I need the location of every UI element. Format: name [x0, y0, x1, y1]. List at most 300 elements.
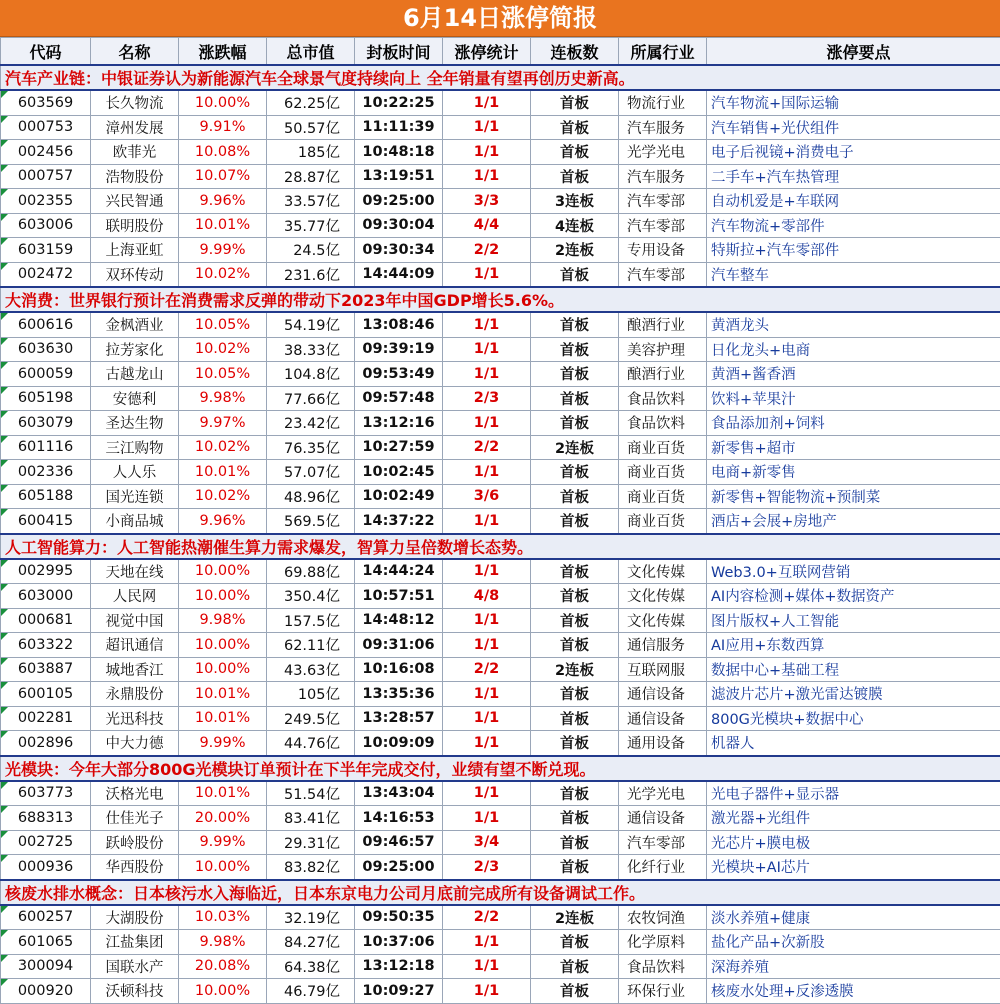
section-heading: 汽车产业链：中银证券认为新能源汽车全球景气度持续向上 全年销量有望再创历史新高。 — [1, 65, 1000, 90]
market-cap: 35.77亿 — [267, 213, 355, 238]
stock-code: 603159 — [1, 238, 91, 263]
stock-code: 000681 — [1, 608, 91, 633]
stock-code: 603773 — [1, 781, 91, 806]
seal-time: 09:57:48 — [355, 386, 443, 411]
header-row — [1, 38, 1000, 66]
limit-stats: 2/2 — [443, 905, 531, 930]
key-points: 滤波片芯片+激光雷达镀膜 — [707, 682, 1000, 707]
table-row[interactable] — [1, 930, 1000, 955]
streak-count: 首板 — [531, 509, 619, 534]
header-industry: 所属行业 — [619, 38, 707, 66]
streak-count: 首板 — [531, 731, 619, 756]
industry: 食品饮料 — [619, 411, 707, 436]
streak-count: 首板 — [531, 979, 619, 1004]
stock-code: 603000 — [1, 584, 91, 609]
streak-count: 3连板 — [531, 189, 619, 214]
market-cap: 51.54亿 — [267, 781, 355, 806]
streak-count: 首板 — [531, 706, 619, 731]
market-cap: 105亿 — [267, 682, 355, 707]
stock-name: 国联水产 — [91, 954, 179, 979]
section-header — [1, 65, 1000, 90]
table-row[interactable] — [1, 435, 1000, 460]
stock-name: 金枫酒业 — [91, 312, 179, 337]
seal-time: 09:25:00 — [355, 855, 443, 880]
key-points: 光模块+AI芯片 — [707, 855, 1000, 880]
change-pct: 9.98% — [179, 930, 267, 955]
streak-count: 首板 — [531, 682, 619, 707]
limit-stats: 2/3 — [443, 855, 531, 880]
seal-time: 09:31:06 — [355, 633, 443, 658]
stock-code: 603322 — [1, 633, 91, 658]
section-heading: 核废水排水概念：日本核污水入海临近，日本东京电力公司月底前完成所有设备调试工作。 — [1, 880, 1000, 905]
seal-time: 10:02:45 — [355, 460, 443, 485]
industry: 文化传媒 — [619, 559, 707, 584]
stock-name: 上海亚虹 — [91, 238, 179, 263]
industry: 化纤行业 — [619, 855, 707, 880]
change-pct: 10.01% — [179, 213, 267, 238]
market-cap: 76.35亿 — [267, 435, 355, 460]
table-row[interactable] — [1, 189, 1000, 214]
key-points: 光芯片+膜电极 — [707, 830, 1000, 855]
key-points: 800G光模块+数据中心 — [707, 706, 1000, 731]
key-points: 机器人 — [707, 731, 1000, 756]
industry: 通信设备 — [619, 706, 707, 731]
limit-stats: 1/1 — [443, 411, 531, 436]
streak-count: 2连板 — [531, 657, 619, 682]
key-points: 汽车物流+国际运输 — [707, 90, 1000, 115]
change-pct: 10.01% — [179, 682, 267, 707]
stock-code: 600616 — [1, 312, 91, 337]
key-points: AI内容检测+媒体+数据资产 — [707, 584, 1000, 609]
key-points: 特斯拉+汽车零部件 — [707, 238, 1000, 263]
industry: 通信设备 — [619, 682, 707, 707]
seal-time: 13:43:04 — [355, 781, 443, 806]
key-points: 汽车整车 — [707, 262, 1000, 287]
limit-stats: 1/1 — [443, 979, 531, 1004]
market-cap: 62.11亿 — [267, 633, 355, 658]
limit-stats: 1/1 — [443, 706, 531, 731]
market-cap: 350.4亿 — [267, 584, 355, 609]
key-points: 图片版权+人工智能 — [707, 608, 1000, 633]
stock-name: 华西股份 — [91, 855, 179, 880]
stock-name: 安德利 — [91, 386, 179, 411]
table-row[interactable] — [1, 682, 1000, 707]
key-points: 自动机爱是+车联网 — [707, 189, 1000, 214]
stock-name: 天地在线 — [91, 559, 179, 584]
change-pct: 20.08% — [179, 954, 267, 979]
change-pct: 9.97% — [179, 411, 267, 436]
industry: 农牧饲渔 — [619, 905, 707, 930]
stock-code: 002281 — [1, 706, 91, 731]
limit-stats: 1/1 — [443, 362, 531, 387]
industry: 酿酒行业 — [619, 312, 707, 337]
stock-name: 浩物股份 — [91, 164, 179, 189]
industry: 食品饮料 — [619, 954, 707, 979]
streak-count: 首板 — [531, 164, 619, 189]
change-pct: 10.05% — [179, 312, 267, 337]
streak-count: 首板 — [531, 262, 619, 287]
key-points: 酒店+会展+房地产 — [707, 509, 1000, 534]
seal-time: 13:12:18 — [355, 954, 443, 979]
key-points: 汽车销售+光伏组件 — [707, 115, 1000, 140]
industry: 化学原料 — [619, 930, 707, 955]
header-name: 名称 — [91, 38, 179, 66]
stock-code: 000757 — [1, 164, 91, 189]
table-row[interactable] — [1, 115, 1000, 140]
streak-count: 首板 — [531, 954, 619, 979]
key-points: 饮料+苹果汁 — [707, 386, 1000, 411]
stock-code: 002472 — [1, 262, 91, 287]
limit-stats: 4/8 — [443, 584, 531, 609]
stock-name: 沃格光电 — [91, 781, 179, 806]
industry: 汽车零部 — [619, 262, 707, 287]
stock-code: 603630 — [1, 337, 91, 362]
streak-count: 4连板 — [531, 213, 619, 238]
table-row[interactable] — [1, 608, 1000, 633]
stock-name: 人民网 — [91, 584, 179, 609]
header-code: 代码 — [1, 38, 91, 66]
market-cap: 48.96亿 — [267, 484, 355, 509]
industry: 汽车零部 — [619, 213, 707, 238]
limit-stats: 1/1 — [443, 731, 531, 756]
limit-stats: 2/2 — [443, 657, 531, 682]
industry: 商业百货 — [619, 484, 707, 509]
stock-code: 002725 — [1, 830, 91, 855]
table-row[interactable] — [1, 337, 1000, 362]
table-row[interactable] — [1, 509, 1000, 534]
streak-count: 首板 — [531, 584, 619, 609]
change-pct: 9.98% — [179, 608, 267, 633]
market-cap: 249.5亿 — [267, 706, 355, 731]
seal-time: 10:22:25 — [355, 90, 443, 115]
table-row[interactable] — [1, 559, 1000, 584]
industry: 酿酒行业 — [619, 362, 707, 387]
section-header — [1, 287, 1000, 312]
seal-time: 09:30:34 — [355, 238, 443, 263]
seal-time: 14:44:24 — [355, 559, 443, 584]
streak-count: 首板 — [531, 633, 619, 658]
market-cap: 32.19亿 — [267, 905, 355, 930]
section-header — [1, 880, 1000, 905]
market-cap: 69.88亿 — [267, 559, 355, 584]
header-market-cap: 总市值 — [267, 38, 355, 66]
seal-time: 13:12:16 — [355, 411, 443, 436]
streak-count: 2连板 — [531, 905, 619, 930]
seal-time: 14:48:12 — [355, 608, 443, 633]
stock-code: 600105 — [1, 682, 91, 707]
stock-code: 002456 — [1, 140, 91, 165]
change-pct: 10.00% — [179, 979, 267, 1004]
industry: 汽车服务 — [619, 115, 707, 140]
table-row[interactable] — [1, 954, 1000, 979]
streak-count: 首板 — [531, 781, 619, 806]
seal-time: 09:46:57 — [355, 830, 443, 855]
key-points: 日化龙头+电商 — [707, 337, 1000, 362]
section-heading: 大消费：世界银行预计在消费需求反弹的带动下2023年中国GDP增长5.6%。 — [1, 287, 1000, 312]
key-points: 核废水处理+反渗透膜 — [707, 979, 1000, 1004]
industry: 商业百货 — [619, 509, 707, 534]
limit-stats: 1/1 — [443, 930, 531, 955]
change-pct: 9.98% — [179, 386, 267, 411]
table-row[interactable] — [1, 584, 1000, 609]
table-row[interactable] — [1, 213, 1000, 238]
limit-stats: 1/1 — [443, 559, 531, 584]
change-pct: 10.07% — [179, 164, 267, 189]
limit-stats: 1/1 — [443, 262, 531, 287]
stock-name: 双环传动 — [91, 262, 179, 287]
market-cap: 50.57亿 — [267, 115, 355, 140]
table-row[interactable] — [1, 362, 1000, 387]
change-pct: 10.03% — [179, 905, 267, 930]
stock-code: 688313 — [1, 806, 91, 831]
table-row[interactable] — [1, 238, 1000, 263]
table-row[interactable] — [1, 830, 1000, 855]
stock-code: 605188 — [1, 484, 91, 509]
table-row[interactable] — [1, 657, 1000, 682]
stock-code: 002355 — [1, 189, 91, 214]
header-change: 涨跌幅 — [179, 38, 267, 66]
change-pct: 9.99% — [179, 238, 267, 263]
section-heading: 光模块：今年大部分800G光模块订单预计在下半年完成交付，业绩有望不断兑现。 — [1, 756, 1000, 781]
streak-count: 2连板 — [531, 238, 619, 263]
streak-count: 首板 — [531, 608, 619, 633]
change-pct: 10.00% — [179, 633, 267, 658]
key-points: 电子后视镜+消费电子 — [707, 140, 1000, 165]
stock-name: 兴民智通 — [91, 189, 179, 214]
key-points: 数据中心+基础工程 — [707, 657, 1000, 682]
streak-count: 首板 — [531, 312, 619, 337]
market-cap: 57.07亿 — [267, 460, 355, 485]
limit-stats: 1/1 — [443, 781, 531, 806]
table-row[interactable] — [1, 460, 1000, 485]
key-points: 新零售+超市 — [707, 435, 1000, 460]
streak-count: 首板 — [531, 362, 619, 387]
stock-name: 城地香江 — [91, 657, 179, 682]
limit-stats: 1/1 — [443, 806, 531, 831]
table-row[interactable] — [1, 484, 1000, 509]
limit-stats: 4/4 — [443, 213, 531, 238]
streak-count: 首板 — [531, 806, 619, 831]
market-cap: 83.41亿 — [267, 806, 355, 831]
table-body — [1, 65, 1000, 1003]
streak-count: 首板 — [531, 559, 619, 584]
change-pct: 10.01% — [179, 706, 267, 731]
industry: 物流行业 — [619, 90, 707, 115]
stock-name: 人人乐 — [91, 460, 179, 485]
seal-time: 09:25:00 — [355, 189, 443, 214]
change-pct: 10.00% — [179, 584, 267, 609]
seal-time: 10:02:49 — [355, 484, 443, 509]
change-pct: 10.05% — [179, 362, 267, 387]
header-seal-time: 封板时间 — [355, 38, 443, 66]
table-row[interactable] — [1, 411, 1000, 436]
limit-stats: 1/1 — [443, 509, 531, 534]
stock-name: 仕佳光子 — [91, 806, 179, 831]
industry: 光学光电 — [619, 140, 707, 165]
streak-count: 首板 — [531, 930, 619, 955]
stock-name: 跃岭股份 — [91, 830, 179, 855]
change-pct: 10.02% — [179, 484, 267, 509]
table-row[interactable] — [1, 781, 1000, 806]
table-row[interactable] — [1, 140, 1000, 165]
streak-count: 首板 — [531, 337, 619, 362]
market-cap: 54.19亿 — [267, 312, 355, 337]
table-row[interactable] — [1, 633, 1000, 658]
industry: 食品饮料 — [619, 386, 707, 411]
stock-name: 古越龙山 — [91, 362, 179, 387]
seal-time: 14:44:09 — [355, 262, 443, 287]
table-row[interactable] — [1, 905, 1000, 930]
limit-stats: 2/2 — [443, 435, 531, 460]
key-points: 激光器+光组件 — [707, 806, 1000, 831]
industry: 文化传媒 — [619, 608, 707, 633]
industry: 汽车服务 — [619, 164, 707, 189]
stock-code: 603887 — [1, 657, 91, 682]
industry: 互联网服 — [619, 657, 707, 682]
market-cap: 77.66亿 — [267, 386, 355, 411]
change-pct: 10.02% — [179, 337, 267, 362]
streak-count: 首板 — [531, 484, 619, 509]
limit-stats: 2/3 — [443, 386, 531, 411]
key-points: 光电子器件+显示器 — [707, 781, 1000, 806]
stock-code: 600415 — [1, 509, 91, 534]
change-pct: 10.08% — [179, 140, 267, 165]
limit-stats: 1/1 — [443, 337, 531, 362]
streak-count: 2连板 — [531, 435, 619, 460]
change-pct: 9.99% — [179, 830, 267, 855]
change-pct: 10.00% — [179, 657, 267, 682]
industry: 汽车零部 — [619, 189, 707, 214]
stock-name: 圣达生物 — [91, 411, 179, 436]
seal-time: 10:57:51 — [355, 584, 443, 609]
stock-code: 605198 — [1, 386, 91, 411]
stock-name: 小商品城 — [91, 509, 179, 534]
limit-stats: 1/1 — [443, 682, 531, 707]
header-key-points: 涨停要点 — [707, 38, 1000, 66]
industry: 通信设备 — [619, 806, 707, 831]
industry: 通信服务 — [619, 633, 707, 658]
section-header — [1, 534, 1000, 559]
change-pct: 10.00% — [179, 855, 267, 880]
limit-stats: 1/1 — [443, 164, 531, 189]
stock-code: 601116 — [1, 435, 91, 460]
stock-name: 联明股份 — [91, 213, 179, 238]
stock-name: 光迅科技 — [91, 706, 179, 731]
market-cap: 185亿 — [267, 140, 355, 165]
limit-stats: 1/1 — [443, 115, 531, 140]
stock-name: 长久物流 — [91, 90, 179, 115]
table-row[interactable] — [1, 164, 1000, 189]
industry: 商业百货 — [619, 435, 707, 460]
stock-code: 603569 — [1, 90, 91, 115]
stock-code: 603079 — [1, 411, 91, 436]
industry: 汽车零部 — [619, 830, 707, 855]
stock-code: 000920 — [1, 979, 91, 1004]
industry: 环保行业 — [619, 979, 707, 1004]
change-pct: 10.00% — [179, 90, 267, 115]
header-limit-stats: 涨停统计 — [443, 38, 531, 66]
key-points: 汽车物流+零部件 — [707, 213, 1000, 238]
table-row[interactable] — [1, 90, 1000, 115]
seal-time: 13:08:46 — [355, 312, 443, 337]
market-cap: 44.76亿 — [267, 731, 355, 756]
stock-name: 漳州发展 — [91, 115, 179, 140]
stock-code: 600257 — [1, 905, 91, 930]
stock-name: 江盐集团 — [91, 930, 179, 955]
seal-time: 14:37:22 — [355, 509, 443, 534]
table-row[interactable] — [1, 855, 1000, 880]
section-header — [1, 756, 1000, 781]
market-cap: 24.5亿 — [267, 238, 355, 263]
stock-name: 超讯通信 — [91, 633, 179, 658]
limit-stats: 3/6 — [443, 484, 531, 509]
key-points: 淡水养殖+健康 — [707, 905, 1000, 930]
limit-stats: 1/1 — [443, 633, 531, 658]
table-row[interactable] — [1, 731, 1000, 756]
change-pct: 9.96% — [179, 509, 267, 534]
table-row[interactable] — [1, 979, 1000, 1004]
stock-code: 002336 — [1, 460, 91, 485]
stock-code: 601065 — [1, 930, 91, 955]
change-pct: 9.91% — [179, 115, 267, 140]
stock-name: 三江购物 — [91, 435, 179, 460]
industry: 美容护理 — [619, 337, 707, 362]
stock-code: 002995 — [1, 559, 91, 584]
streak-count: 首板 — [531, 140, 619, 165]
market-cap: 38.33亿 — [267, 337, 355, 362]
industry: 商业百货 — [619, 460, 707, 485]
table-row[interactable] — [1, 312, 1000, 337]
seal-time: 13:35:36 — [355, 682, 443, 707]
industry: 专用设备 — [619, 238, 707, 263]
limit-stats: 1/1 — [443, 460, 531, 485]
market-cap: 23.42亿 — [267, 411, 355, 436]
seal-time: 09:50:35 — [355, 905, 443, 930]
limit-stats: 1/1 — [443, 312, 531, 337]
seal-time: 14:16:53 — [355, 806, 443, 831]
key-points: 食品添加剂+饲料 — [707, 411, 1000, 436]
table-row[interactable] — [1, 262, 1000, 287]
market-cap: 46.79亿 — [267, 979, 355, 1004]
table-row[interactable] — [1, 806, 1000, 831]
key-points: 盐化产品+次新股 — [707, 930, 1000, 955]
seal-time: 13:28:57 — [355, 706, 443, 731]
stock-name: 中大力德 — [91, 731, 179, 756]
header-streak: 连板数 — [531, 38, 619, 66]
report-title: 6月14日涨停简报 — [0, 0, 1000, 37]
stock-code: 300094 — [1, 954, 91, 979]
change-pct: 10.02% — [179, 435, 267, 460]
stock-code: 000936 — [1, 855, 91, 880]
streak-count: 首板 — [531, 90, 619, 115]
table-row[interactable] — [1, 386, 1000, 411]
key-points: Web3.0+互联网营销 — [707, 559, 1000, 584]
seal-time: 09:39:19 — [355, 337, 443, 362]
key-points: 二手车+汽车热管理 — [707, 164, 1000, 189]
limit-stats: 1/1 — [443, 608, 531, 633]
limit-stats: 1/1 — [443, 90, 531, 115]
change-pct: 10.00% — [179, 559, 267, 584]
stock-name: 永鼎股份 — [91, 682, 179, 707]
table-row[interactable] — [1, 706, 1000, 731]
streak-count: 首板 — [531, 115, 619, 140]
stock-code: 600059 — [1, 362, 91, 387]
stock-name: 大湖股份 — [91, 905, 179, 930]
limit-stats: 2/2 — [443, 238, 531, 263]
limit-stats: 3/3 — [443, 189, 531, 214]
limit-stats: 1/1 — [443, 954, 531, 979]
seal-time: 11:11:39 — [355, 115, 443, 140]
